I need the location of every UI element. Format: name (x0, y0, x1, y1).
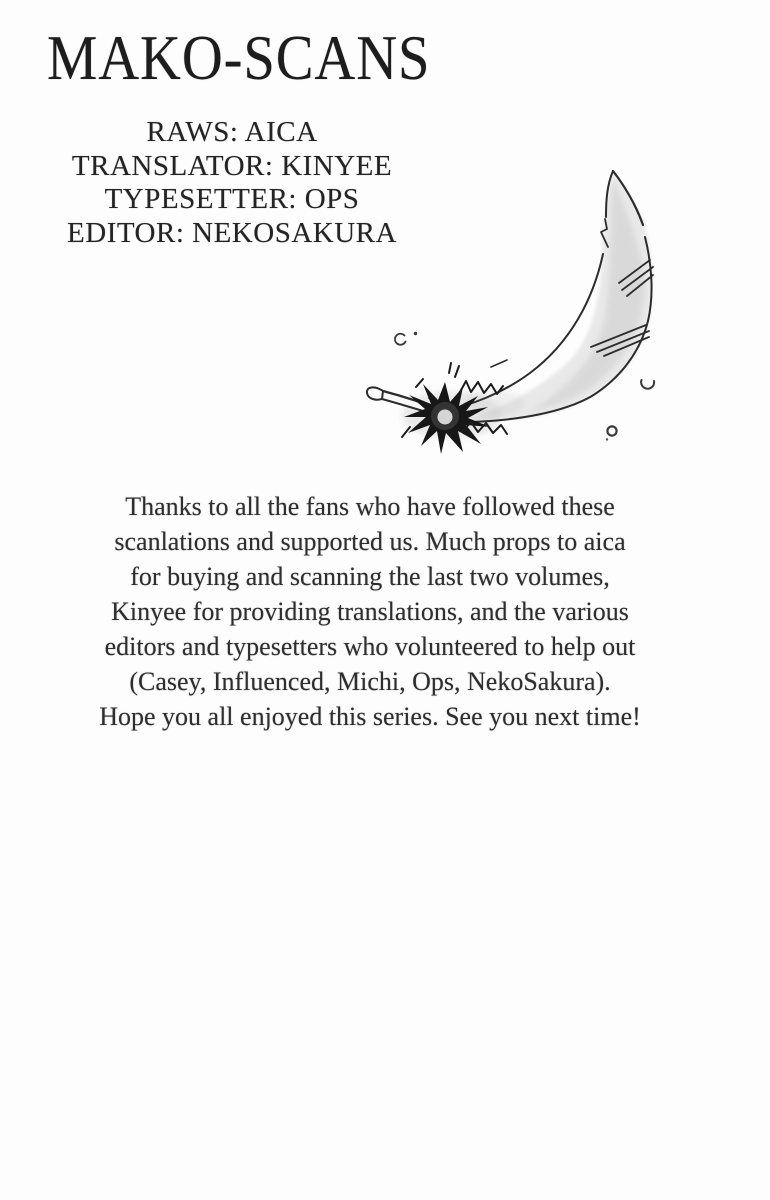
message-line: Hope you all enjoyed this series. See you next time! (99, 702, 641, 731)
feather-sketch-icon (350, 155, 680, 465)
message-line: for buying and scanning the last two volumes, (130, 562, 610, 591)
credit-translator: TRANSLATOR: KINYEE (71, 149, 393, 182)
message-line: scanlations and supported us. Much props to aica (114, 527, 626, 556)
credit-editor: EDITOR: NEKOSAKURA (67, 216, 397, 249)
thank-you-message (40, 489, 700, 734)
message-line: Kinyee for providing translations, and the various (111, 597, 629, 626)
page-title: MAKO-SCANS (47, 22, 431, 93)
message-line: (Casey, Influenced, Michi, Ops, NekoSakura). (129, 667, 611, 696)
credit-typesetter: TYPESETTER: OPS (104, 183, 360, 215)
message-line: Thanks to all the fans who have followed these (125, 492, 615, 521)
feather-illustration (350, 155, 680, 465)
credit-raws: RAWS: AICA (146, 116, 318, 148)
message-line: editors and typesetters who volunteered to help out (104, 632, 636, 661)
